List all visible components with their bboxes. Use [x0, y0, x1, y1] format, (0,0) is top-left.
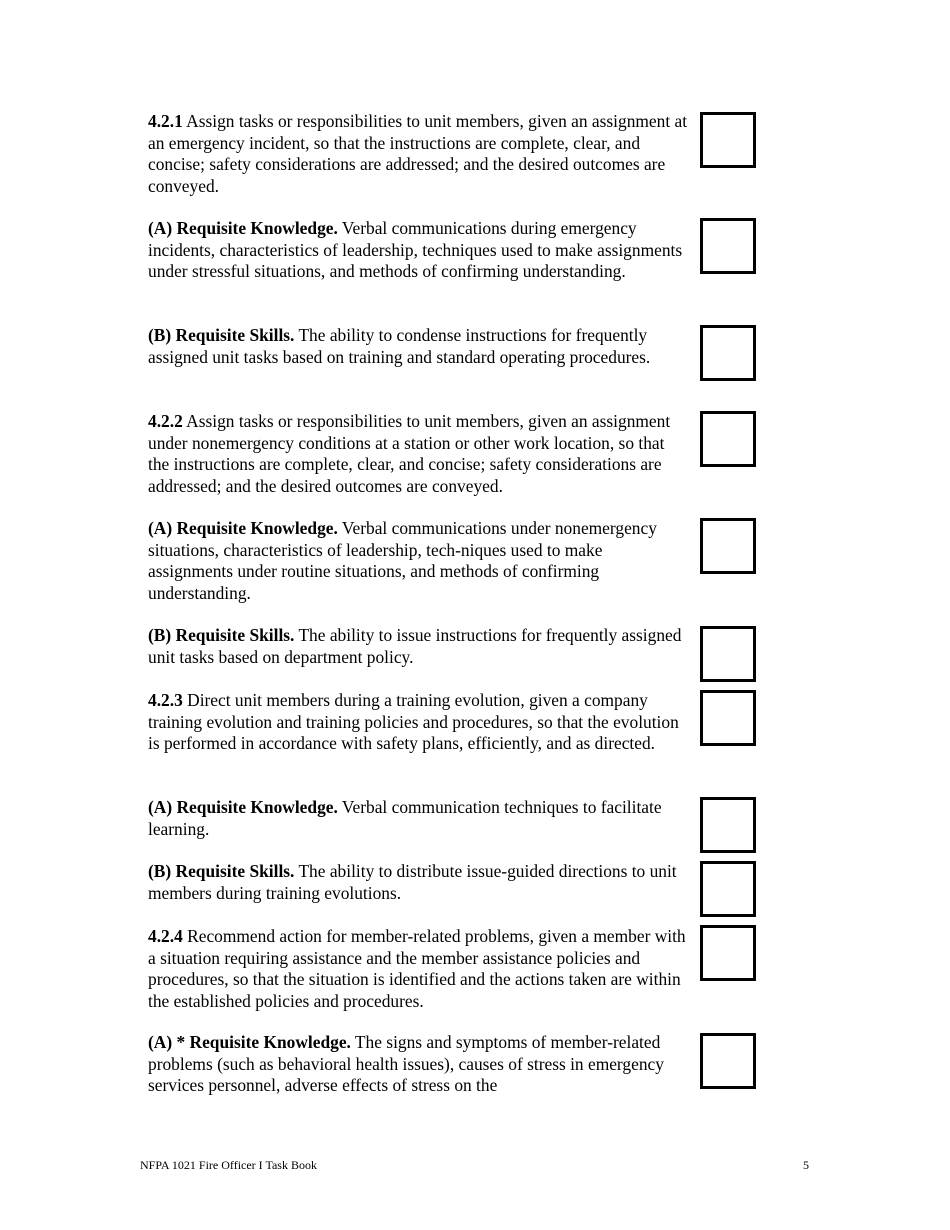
- signoff-checkbox[interactable]: [700, 1033, 756, 1089]
- item-heading: (A) Requisite Knowledge.: [148, 218, 338, 238]
- signoff-checkbox[interactable]: [700, 411, 756, 467]
- footer-title: NFPA 1021 Fire Officer I Task Book: [140, 1158, 317, 1172]
- item-heading: (B) Requisite Skills.: [148, 625, 295, 645]
- signoff-checkbox[interactable]: [700, 925, 756, 981]
- item-4-2-3-a-knowledge: [148, 797, 688, 840]
- item-heading: (A) Requisite Knowledge.: [148, 518, 338, 538]
- item-text: Verbal communications under nonemergency situations, characteristics of leadership, tech-niques used to make assignments under routine situations, and methods of confirming understanding.: [148, 518, 657, 603]
- item-4-2-2-b-skills: [148, 625, 688, 668]
- item-heading: (B) Requisite Skills.: [148, 325, 295, 345]
- signoff-checkbox[interactable]: [700, 797, 756, 853]
- item-text: Direct unit members during a training evolution, given a company training evolution and training policies and procedures, so that the evolution is performed in accordance with safety plans, efficiently, and as directed.: [148, 690, 679, 754]
- item-4-2-3: [148, 690, 688, 755]
- item-4-2-4: [148, 926, 688, 1012]
- signoff-checkbox[interactable]: [700, 518, 756, 574]
- signoff-checkbox[interactable]: [700, 861, 756, 917]
- item-text: Verbal communication techniques to facilitate learning.: [148, 797, 662, 839]
- item-heading: 4.2.3: [148, 690, 183, 710]
- item-text: Assign tasks or responsibilities to unit members, given an assignment at an emergency incident, so that the instructions are complete, clear, and concise; safety considerations are addressed; and the desired outcomes are conveyed.: [148, 111, 688, 196]
- item-4-2-1-a-knowledge: [148, 218, 688, 283]
- item-heading: (A) * Requisite Knowledge.: [148, 1032, 351, 1052]
- signoff-checkbox[interactable]: [700, 626, 756, 682]
- item-4-2-3-b-skills: [148, 861, 688, 904]
- item-heading: 4.2.2: [148, 411, 183, 431]
- item-heading: 4.2.4: [148, 926, 183, 946]
- item-text: The ability to distribute issue-guided directions to unit members during training evolutions.: [148, 861, 677, 903]
- item-4-2-2-a-knowledge: [148, 518, 688, 604]
- signoff-checkbox[interactable]: [700, 112, 756, 168]
- item-text: The ability to condense instructions for frequently assigned unit tasks based on training and standard operating procedures.: [148, 325, 651, 367]
- signoff-checkbox[interactable]: [700, 325, 756, 381]
- item-text: The ability to issue instructions for frequently assigned unit tasks based on department policy.: [148, 625, 682, 667]
- signoff-checkbox[interactable]: [700, 690, 756, 746]
- item-heading: 4.2.1: [148, 111, 183, 131]
- item-heading: (B) Requisite Skills.: [148, 861, 295, 881]
- item-4-2-4-a-knowledge: [148, 1032, 688, 1097]
- item-text: The signs and symptoms of member-related problems (such as behavioral health issues), causes of stress in emergency services personnel, adverse effects of stress on the: [148, 1032, 664, 1096]
- item-heading: (A) Requisite Knowledge.: [148, 797, 338, 817]
- item-4-2-1: [148, 111, 688, 197]
- item-text: Verbal communications during emergency incidents, characteristics of leadership, techniques used to make assignments under stressful situations, and methods of confirming understanding.: [148, 218, 683, 282]
- signoff-checkbox[interactable]: [700, 218, 756, 274]
- item-text: Recommend action for member-related problems, given a member with a situation requiring assistance and the member assistance policies and procedures, so that the situation is identified and the actions taken are within the established policies and procedures.: [148, 926, 686, 1011]
- page-number: 5: [803, 1158, 809, 1172]
- item-4-2-2: [148, 411, 688, 497]
- item-text: Assign tasks or responsibilities to unit members, given an assignment under nonemergency conditions at a station or other work location, so that the instructions are complete, clear, and concise; safety considerations are addressed; and the desired outcomes are conveyed.: [148, 411, 671, 496]
- item-4-2-1-b-skills: [148, 325, 688, 368]
